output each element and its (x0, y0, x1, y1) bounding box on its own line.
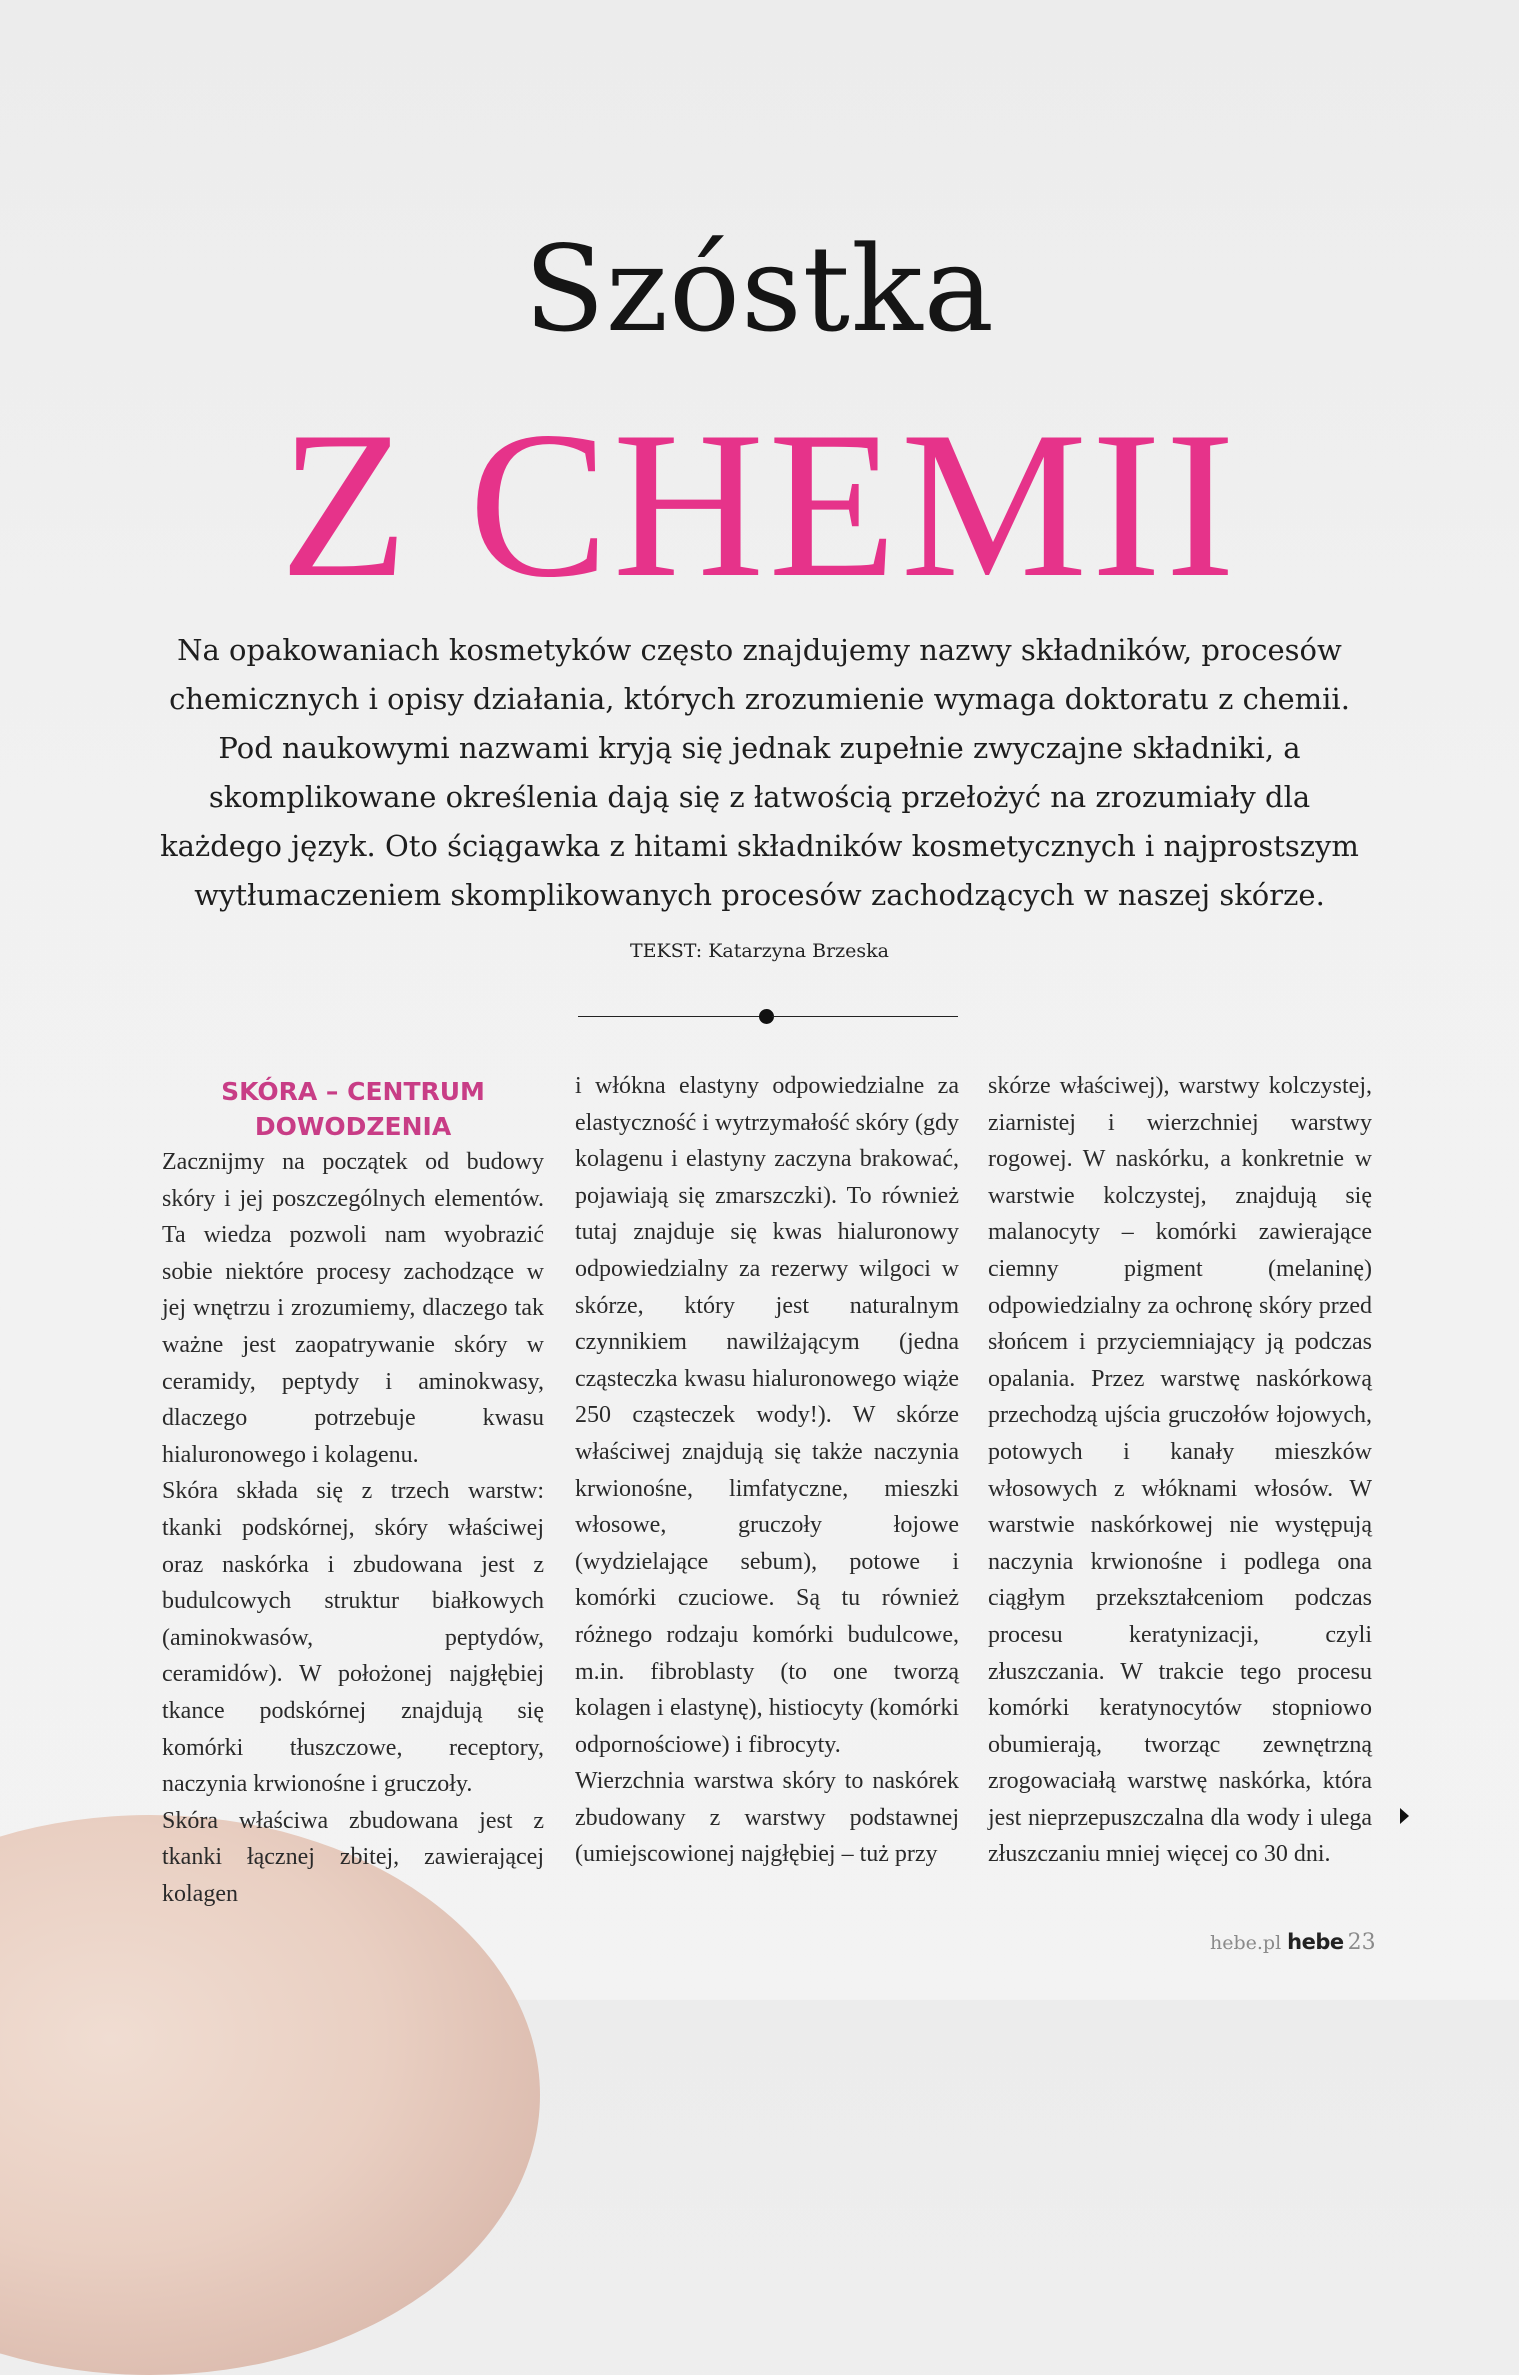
footer-logo: hebe (1287, 1930, 1344, 1954)
page-footer (1210, 1930, 1376, 1955)
article-column-1 (162, 1068, 544, 1912)
lead-paragraph: Na opakowaniach kosmetyków często znajdujemy nazwy składników, procesów chemicznych i opisy działania, których zrozumienie wymaga doktoratu z chemii. Pod naukowymi nazwami kryją się jednak zupełnie zwyczajne składniki, a skomplikowane określenia dają się z łatwością przełożyć na zrozumiały dla każdego język. Oto ściągawka z hitami składników kosmetycznych i najprostszym wytłumaczeniem skomplikowanych procesów zachodzących w naszej skórze. (160, 633, 1359, 912)
headline-main: Z CHEMII (279, 389, 1240, 621)
body-paragraph: Skóra składa się z trzech warstw: tkanki podskórnej, skóry właściwej oraz naskórka i zbudowana jest z budulcowych struktur białkowych (aminokwasów, peptydów, ceramidów). W położonej najgłębiej tkance podskórnej znajdują się komórki tłuszczowe, receptory, naczynia krwionośne i gruczoły. (162, 1478, 544, 1798)
section-heading (162, 1074, 544, 1144)
divider-line-left (578, 1016, 760, 1017)
section-heading-line-2: DOWODZENIA (254, 1112, 452, 1141)
article-column-3 (988, 1068, 1372, 1873)
headline-top: Szóstka (524, 220, 995, 358)
article-column-2 (575, 1068, 959, 1873)
body-paragraph: Wierzchnia warstwa skóry to naskórek zbudowany z warstwy podstawnej (umiejscowionej najgłębiej – tuż przy (575, 1768, 959, 1868)
byline: TEKST: Katarzyna Brzeska (630, 940, 889, 962)
body-paragraph: i włókna elastyny odpowiedzialne za elastyczność i wytrzymałość skóry (gdy kolagenu i elastyny zaczyna brakować, pojawiają się zmarszczki). To również tutaj znajduje się kwas hialuronowy odpowiedzialny za rezerwy wilgoci w skórze, który jest naturalnym czynnikiem nawilżającym (jedna cząsteczka kwasu hialuronowego wiąże 250 cząsteczek wody!). W skórze właściwej znajdują się także naczynia krwionośne, limfatyczne, mieszki włosowe, gruczoły łojowe (wydzielające sebum), potowe i komórki czuciowe. Są tu również różnego rodzaju komórki budulcowe, m.in. fibroblasty (to one tworzą kolagen i elastynę), histiocyty (komórki odpornościowe) i fibrocyty. (575, 1073, 959, 1758)
continue-arrow-icon (1400, 1808, 1409, 1824)
body-paragraph: Zacznijmy na początek od budowy skóry i jej poszczególnych elementów. Ta wiedza pozwoli nam wyobrazić sobie niektóre procesy zachodzące w jej wnętrzu i zrozumiemy, dlaczego tak ważne jest zaopatrywanie skóry w ceramidy, peptydy i aminokwasy, dlaczego potrzebuje kwasu hialuronowego i kolagenu. (162, 1149, 544, 1468)
divider-line-right (772, 1016, 958, 1017)
section-heading-line-1: SKÓRA – CENTRUM (221, 1077, 485, 1106)
body-paragraph: Skóra właściwa zbudowana jest z tkanki łącznej zbitej, zawierającej kolagen (162, 1807, 544, 1907)
body-paragraph: skórze właściwej), warstwy kolczystej, ziarnistej i wierzchniej warstwy rogowej. W naskórku, a konkretnie w warstwie kolczystej, znajdują się malanocyty – komórki zawierające ciemny pigment (melaninę) odpowiedzialny za ochronę skóry przed słońcem i przyciemniający ją podczas opalania. Przez warstwę naskórkową przechodzą ujścia gruczołów łojowych, potowych i kanały mieszków włosowych z włóknami włosów. W warstwie naskórkowej nie występują naczynia krwionośne i podlega ona ciągłym przekształceniom podczas procesu keratynizacji, czyli złuszczania. W trakcie tego procesu komórki keratynocytów stopniowo obumierają, tworząc zewnętrzną zrogowaciałą warstwę naskórka, która jest nieprzepuszczalna dla wody i ulega złuszczaniu mniej więcej co 30 dni. (988, 1073, 1372, 1868)
footer-site: hebe.pl (1210, 1932, 1282, 1954)
page-number: 23 (1347, 1930, 1376, 1955)
